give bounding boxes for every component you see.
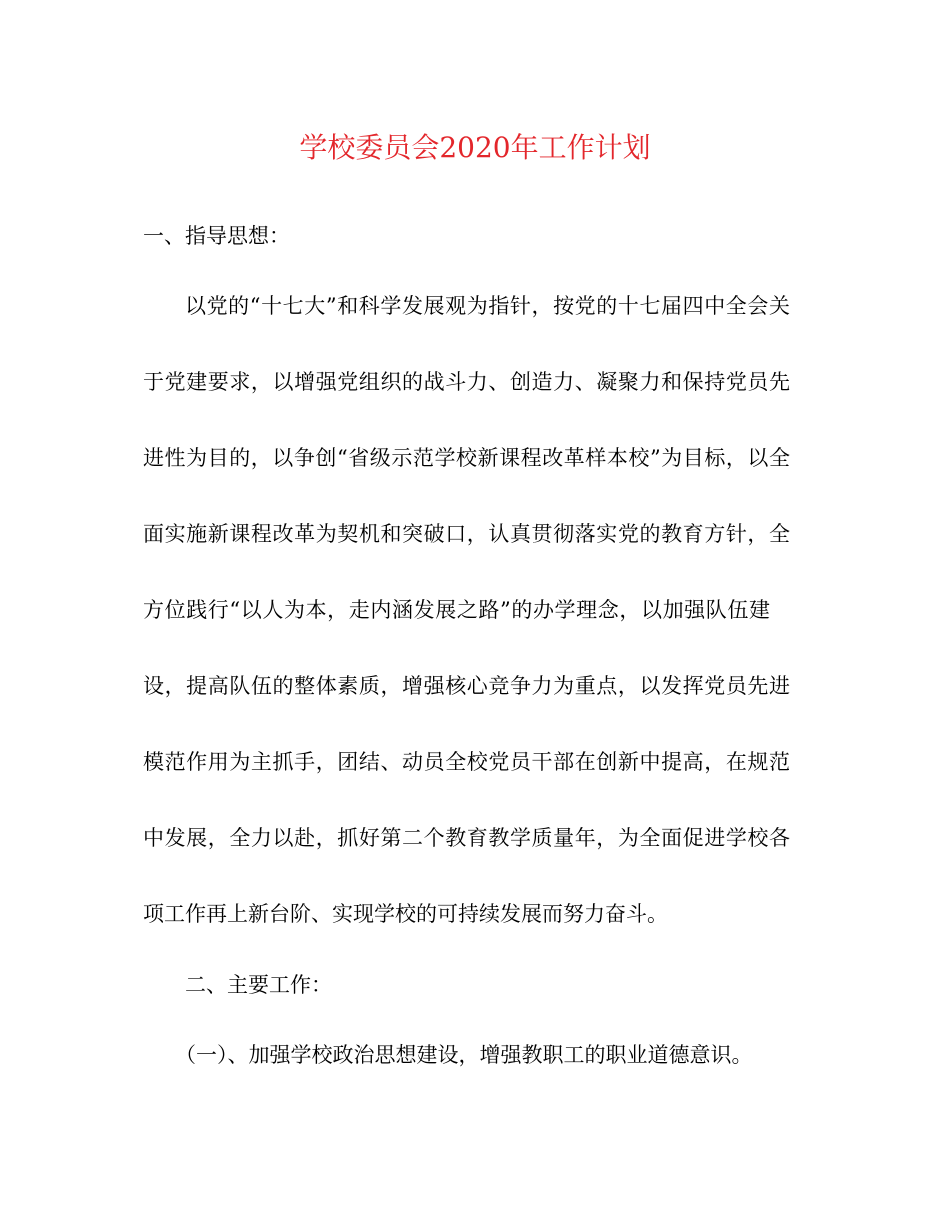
paragraph-line: 面实施新课程改革为契机和突破口，认真贯彻落实党的教育方针，全 xyxy=(143,522,790,546)
paragraph-line: 进性为目的，以争创“省级示范学校新课程改革样本校”为目标，以全 xyxy=(143,446,790,470)
document-title: 学校委员会2020年工作计划 xyxy=(299,131,651,164)
section-heading-main-work: 二、主要工作： xyxy=(185,973,332,997)
paragraph-line: 方位践行“以人为本，走内涵发展之路”的办学理念，以加强队伍建 xyxy=(143,598,770,622)
section-heading-guiding-ideology: 一、指导思想： xyxy=(143,224,290,248)
paragraph-line: 中发展，全力以赴，抓好第二个教育教学质量年，为全面促进学校各 xyxy=(143,826,790,850)
paragraph-line: 以党的“十七大”和科学发展观为指针，按党的十七届四中全会关 xyxy=(185,294,790,318)
paragraph-line: 于党建要求，以增强党组织的战斗力、创造力、凝聚力和保持党员先 xyxy=(143,370,790,394)
paragraph-line: 模范作用为主抓手，团结、动员全校党员干部在创新中提高，在规范 xyxy=(143,750,790,774)
paragraph-line: 设，提高队伍的整体素质，增强核心竞争力为重点，以发挥党员先进 xyxy=(143,674,790,698)
paragraph-line: 项工作再上新台阶、实现学校的可持续发展而努力奋斗。 xyxy=(143,902,668,926)
subsection-heading: （一）、加强学校政治思想建设，增强教职工的职业道德意识。 xyxy=(175,1043,753,1067)
